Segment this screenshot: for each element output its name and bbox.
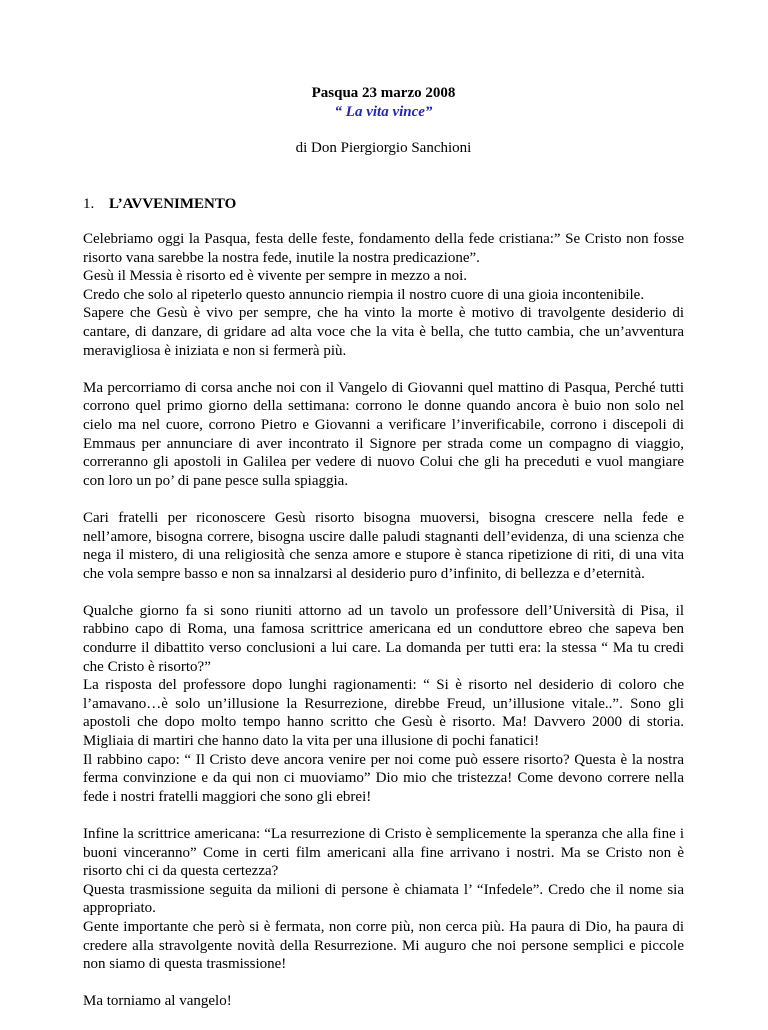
paragraph-line: buoni vinceranno” Come in certi film americani alla fine arrivano i nostri. Ma se Cristo non è [83, 844, 684, 861]
paragraph-line: che vola sempre basso e non sa innalzarsi al desiderio puro d’infinito, di bellezza e d’eternità. [83, 565, 645, 582]
paragraph-line: Ma percorriamo di corsa anche noi con il Vangelo di Giovanni quel mattino di Pasqua, Perché tutti [83, 379, 684, 396]
paragraph-line: nell’amore, bisogna correre, bisogna uscire dalle paludi stagnanti dell’evidenza, di una scienza che [83, 528, 684, 545]
paragraph-line: credere alla stravolgente novità della Resurrezione. Mi auguro che noi persone semplici e piccole [83, 937, 684, 954]
paragraph-line: Credo che solo al ripeterlo questo annuncio riempia il nostro cuore di una gioia incontenibile. [83, 286, 645, 303]
paragraph-line: Celebriamo oggi la Pasqua, festa delle feste, fondamento della fede cristiana:” Se Cristo non fosse [83, 231, 684, 247]
paragraph-line: Ma torniamo al vangelo! [83, 993, 232, 1010]
section-number: 1. [83, 196, 95, 212]
paragraph [83, 992, 684, 1011]
paragraph-line: corrono quel primo giorno della settimana: corrono le donne quando ancora è buio non solo nel [83, 398, 684, 415]
paragraph-line: Il rabbino capo: “ Il Cristo deve ancora venire per noi come può essere risorto? Questa è la nostra [83, 751, 684, 768]
document-author: di Don Piergiorgio Sanchioni [295, 140, 472, 156]
paragraph [83, 509, 684, 583]
paragraph-line: con loro un po’ di pane pesce sulla spiaggia. [83, 472, 349, 489]
paragraph-line: non siamo di questa trasmissione! [83, 956, 287, 973]
paragraph-line: apostoli che dopo molto tempo hanno scritto che Gesù è risorto. Ma! Davvero 2000 di storia. [83, 714, 684, 731]
section-label: L’AVVENIMENTO [109, 196, 237, 212]
paragraph [83, 602, 684, 807]
paragraph-line: correranno gli apostoli in Galilea per vedere di nuovo Colui che gli ha preceduti e vuol mangiare [83, 454, 684, 471]
section-heading [83, 195, 236, 214]
paragraph-line: Qualche giorno fa si sono riuniti attorno ad un tavolo un professore dell’Università di Pisa, il [83, 602, 684, 619]
paragraph-line: Sapere che Gesù è vivo per sempre, che ha vinto la morte è motivo di travolgente desiderio di [83, 305, 684, 322]
paragraph-line: ferma convinzione e da qui non ci muoviamo” Dio mio che tristezza! Come devono correre nella [83, 770, 684, 787]
paragraph-line: Cari fratelli per riconoscere Gesù risorto bisogna muoversi, bisogna crescere nella fede e [83, 509, 684, 526]
paragraph-line: nega il mistero, di una religiosità che senza amore e stupore è stanca ripetizione di riti, di una vita [83, 547, 684, 564]
paragraph [83, 825, 684, 974]
paragraph-line: Gesù il Messia è risorto ed è vivente per sempre in mezzo a noi. [83, 268, 468, 285]
paragraph-line: Infine la scrittrice americana: “La resurrezione di Cristo è semplicemente la speranza che alla fine i [83, 826, 684, 842]
paragraph-line: risorto chi ci da questa certezza? [83, 863, 279, 880]
document-subtitle: “ La vita vince” [334, 104, 433, 120]
paragraph-line: La risposta del professore dopo lunghi ragionamenti: “ Si è risorto nel desiderio di coloro che [83, 677, 684, 694]
document-title: Pasqua 23 marzo 2008 [311, 85, 456, 101]
paragraph-line: risorto vana sarebbe la nostra fede, inutile la nostra predicazione”. [83, 249, 480, 266]
paragraph-line: che Cristo è risorto?” [83, 658, 211, 675]
paragraph-line: Emmaus per annunciare di aver incontrato il Signore per strada come un compagno di viaggio, [83, 435, 684, 452]
document-body [83, 230, 684, 1030]
paragraph-line: meravigliosa è iniziata e non si fermerà più. [83, 342, 347, 359]
paragraph-line: appropriato. [83, 900, 156, 917]
paragraph-line: cantare, di danzare, di gridare ad alta voce che la vita è bella, che tutto cambia, che un’avventura [83, 323, 684, 340]
paragraph-line: l’amavano…è solo un’illusione la Resurrezione, direbbe Freud, un’illusione vitale..”. Sono gli [83, 695, 684, 712]
paragraph-line: cielo ma nel cuore, corrono Pietro e Giovanni a verificare l’inverificabile, corrono i discepoli di [83, 416, 684, 433]
paragraph [83, 379, 684, 491]
paragraph-line: rabbino capo di Roma, una famosa scrittrice americana ed un conduttore ebreo che sapeva ben [83, 621, 684, 638]
paragraph-line: Migliaia di martiri che hanno dato la vita per una illusione di pochi fanatici! [83, 733, 540, 750]
paragraph-line: fede i nostri fratelli maggiori che sono gli ebrei! [83, 788, 372, 805]
paragraph-line: condurre il dibattito verso conclusioni a lui care. La domanda per tutti era: la stessa “ Ma tu credi [83, 640, 684, 657]
paragraph-line: Gente importante che però si è fermata, non corre più, non cerca più. Ha paura di Dio, ha paura di [83, 918, 684, 935]
paragraph [83, 230, 684, 360]
paragraph-line: Questa trasmissione seguita da milioni di persone è chiamata l’ “Infedele”. Credo che il nome sia [83, 881, 684, 898]
